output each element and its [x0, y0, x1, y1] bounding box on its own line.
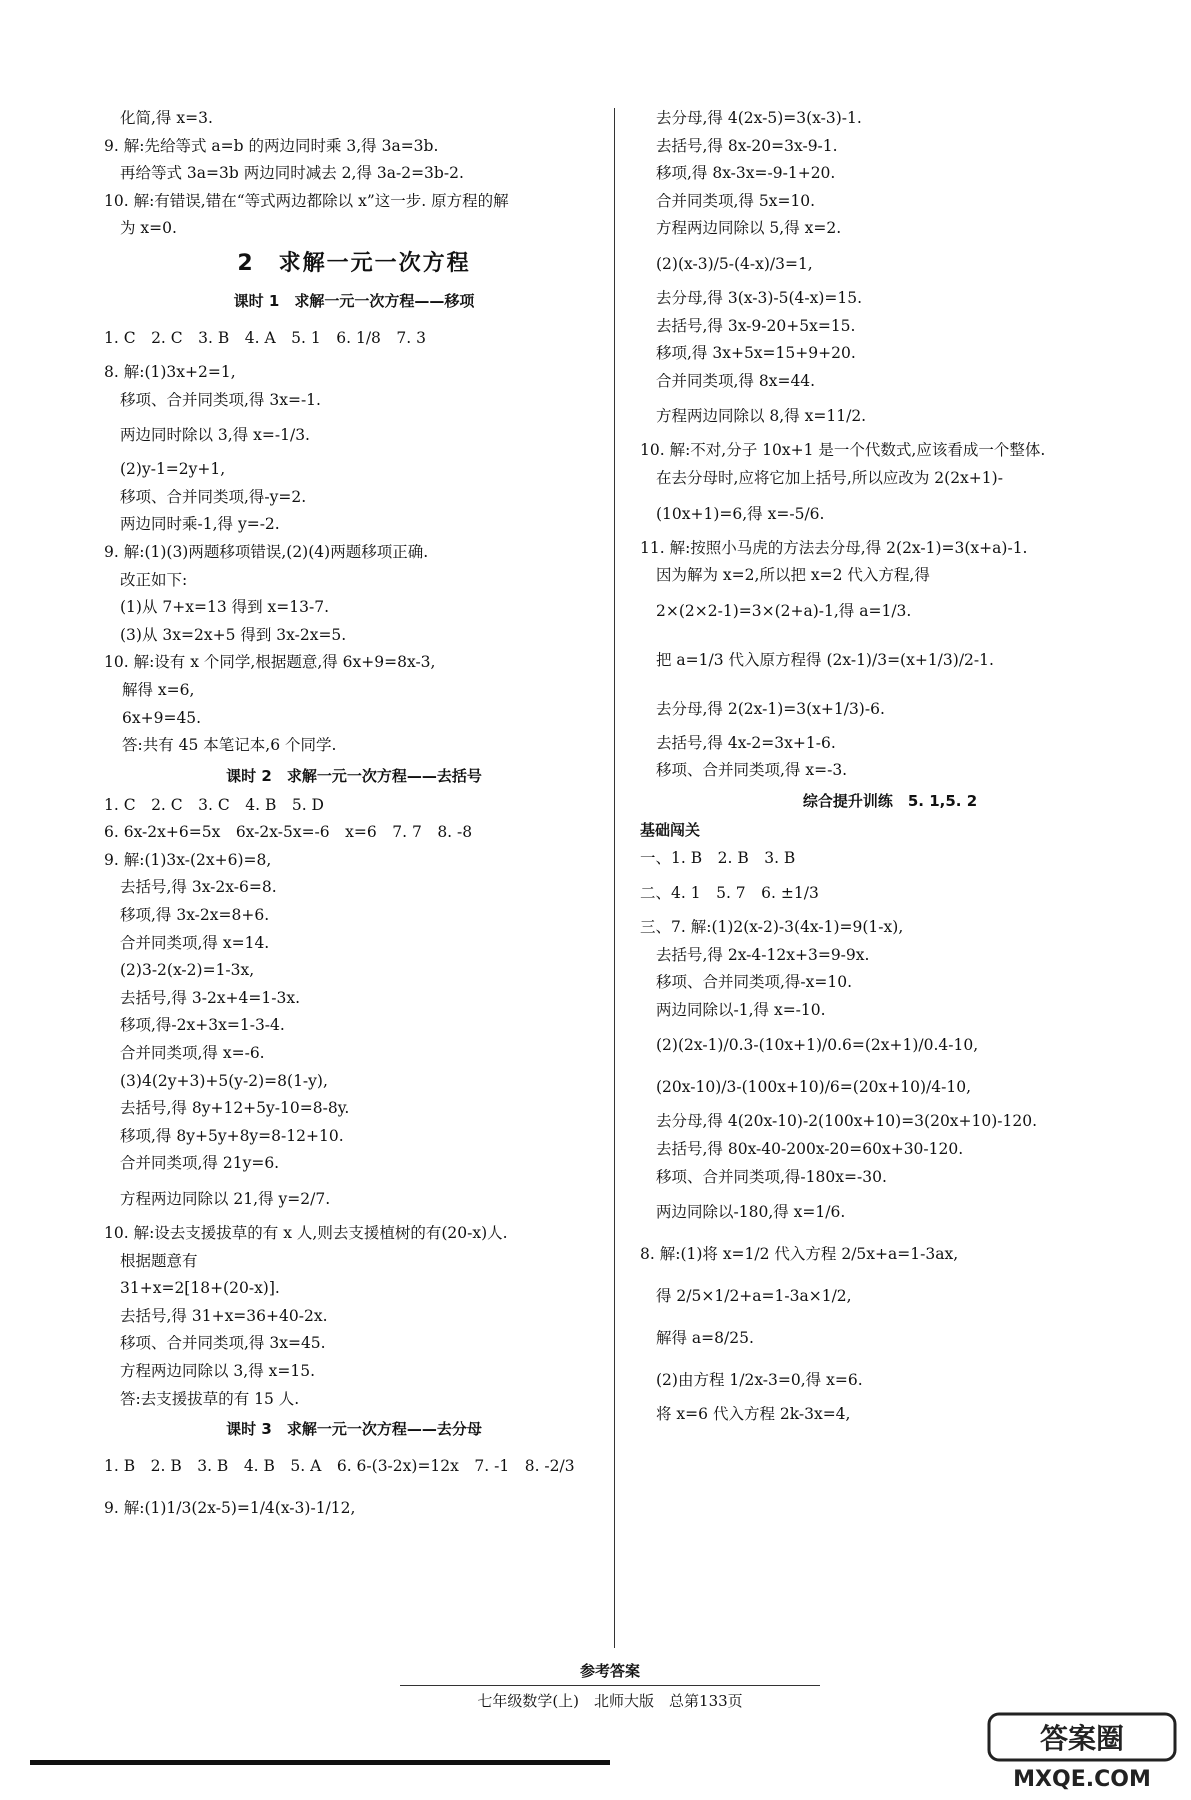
left-line: (2)y-1=2y+1, [120, 460, 226, 479]
left-line: 1. C 2. C 3. B 4. A 5. 1 6. 1/8 7. 3 [104, 328, 426, 347]
bottom-bar [30, 1760, 610, 1765]
right-line: 合并同类项,得 5x=10. [656, 191, 816, 210]
right-line: 去分母,得 2(2x-1)=3(x+1/3)-6. [656, 699, 885, 718]
left-line: 移项、合并同类项,得 3x=-1. [120, 390, 321, 409]
right-line: 在去分母时,应将它加上括号,所以应改为 2(2x+1)- [656, 468, 1003, 487]
left-line: 6x+9=45. [122, 708, 202, 727]
left-line: 去括号,得 31+x=36+40-2x. [120, 1306, 328, 1325]
right-line: 三、7. 解:(1)2(x-2)-3(4x-1)=9(1-x), [640, 918, 904, 937]
right-line: 去分母,得 4(20x-10)-2(100x+10)=3(20x+10)-120. [656, 1112, 1038, 1131]
right-line: 因为解为 x=2,所以把 x=2 代入方程,得 [656, 566, 930, 585]
left-line: 10. 解:设去支援拔草的有 x 人,则去支援植树的有(20-x)人. [104, 1224, 508, 1242]
left-line: 9. 解:(1)(3)两题移项错误,(2)(4)两题移项正确. [104, 542, 429, 561]
right-line: 去括号,得 2x-4-12x+3=9-9x. [656, 945, 870, 964]
left-line: 方程两边同除以 21,得 y=2/7. [120, 1190, 331, 1208]
left-line: 合并同类项,得 21y=6. [120, 1154, 280, 1173]
left-line: 答:去支援拔草的有 15 人. [120, 1389, 300, 1408]
left-line: 合并同类项,得 x=14. [120, 933, 270, 952]
right-line: 去分母,得 3(x-3)-5(4-x)=15. [656, 288, 863, 307]
right-line: 移项,得 8x-3x=-9-1+20. [656, 164, 836, 183]
right-line: (2)(x-3)/5-(4-x)/3=1, [656, 254, 813, 273]
left-column [104, 105, 604, 1529]
right-line: 合并同类项,得 8x=44. [656, 371, 816, 390]
right-line: (2)由方程 1/2x-3=0,得 x=6. [656, 1371, 863, 1390]
left-line: 移项,得 8y+5y+8y=8-12+10. [120, 1126, 344, 1145]
right-line: 移项,得 3x+5x=15+9+20. [656, 344, 856, 363]
watermark-bottom: MXQE.COM [1013, 1767, 1151, 1792]
left-line: (2)3-2(x-2)=1-3x, [120, 961, 255, 980]
right-line: 基础闯关 [640, 820, 701, 839]
left-line: 化简,得 x=3. [120, 109, 213, 127]
left-line: 课时 1 求解一元一次方程——移项 [233, 291, 475, 310]
right-line: 10. 解:不对,分子 10x+1 是一个代数式,应该看成一个整体. [640, 441, 1046, 460]
left-line: 根据题意有 [120, 1251, 198, 1270]
watermark-logo [987, 1712, 1177, 1792]
left-line: (3)4(2y+3)+5(y-2)=8(1-y), [120, 1071, 328, 1090]
left-line: 课时 2 求解一元一次方程——去括号 [226, 766, 482, 785]
left-line: 9. 解:(1)1/3(2x-5)=1/4(x-3)-1/12, [104, 1499, 356, 1518]
left-line: 去括号,得 8y+12+5y-10=8-8y. [120, 1099, 350, 1118]
right-line: 综合提升训练 5. 1,5. 2 [802, 791, 978, 810]
right-line: 二、4. 1 5. 7 6. ±1/3 [640, 884, 819, 903]
right-line: 方程两边同除以 8,得 x=11/2. [656, 407, 867, 426]
footer-rule [400, 1685, 820, 1686]
right-line: 两边同除以-180,得 x=1/6. [656, 1203, 846, 1222]
page-footer [400, 1660, 820, 1711]
left-line: 移项,得 3x-2x=8+6. [120, 906, 270, 925]
footer-title: 参考答案 [579, 1662, 640, 1680]
left-line: 9. 解:先给等式 a=b 的两边同时乘 3,得 3a=3b. [104, 136, 439, 155]
left-line: 1. B 2. B 3. B 4. B 5. A 6. 6-(3-2x)=12x 7. -1 8. -2/3 [104, 1457, 575, 1476]
left-line: 31+x=2[18+(20-x)]. [120, 1279, 280, 1298]
left-line: (3)从 3x=2x+5 得到 3x-2x=5. [120, 625, 347, 644]
left-line: 合并同类项,得 x=-6. [120, 1044, 265, 1063]
right-line: 去括号,得 8x-20=3x-9-1. [656, 136, 838, 155]
left-line: 课时 3 求解一元一次方程——去分母 [226, 1420, 482, 1439]
left-line: 为 x=0. [120, 219, 177, 238]
right-line: 移项、合并同类项,得 x=-3. [656, 761, 848, 780]
right-line: (10x+1)=6,得 x=-5/6. [656, 504, 825, 523]
right-line: 移项、合并同类项,得-180x=-30. [656, 1167, 887, 1186]
left-line: 9. 解:(1)3x-(2x+6)=8, [104, 850, 272, 869]
left-line: 2 求解一元一次方程 [237, 250, 471, 276]
right-line: 将 x=6 代入方程 2k-3x=4, [656, 1405, 851, 1424]
left-line: 改正如下: [120, 570, 188, 589]
left-line: 1. C 2. C 3. C 4. B 5. D [104, 795, 324, 814]
left-line: 答:共有 45 本笔记本,6 个同学. [122, 736, 337, 755]
right-line: (2)(2x-1)/0.3-(10x+1)/0.6=(2x+1)/0.4-10, [656, 1036, 979, 1055]
left-line: 去括号,得 3x-2x-6=8. [120, 878, 277, 897]
left-line: 移项、合并同类项,得-y=2. [120, 487, 307, 506]
right-line: 8. 解:(1)将 x=1/2 代入方程 2/5x+a=1-3ax, [640, 1245, 959, 1264]
right-line: 2×(2×2-1)=3×(2+a)-1,得 a=1/3. [656, 601, 912, 620]
right-line: 方程两边同除以 5,得 x=2. [656, 219, 842, 238]
right-line: 去括号,得 80x-40-200x-20=60x+30-120. [656, 1140, 964, 1159]
right-line: 把 a=1/3 代入原方程得 (2x-1)/3=(x+1/3)/2-1. [656, 650, 994, 669]
left-line: 两边同时乘-1,得 y=-2. [120, 515, 280, 534]
footer-info: 七年级数学(上) 北师大版 总第133页 [477, 1692, 743, 1710]
right-line: 得 2/5×1/2+a=1-3a×1/2, [656, 1287, 852, 1306]
right-line: 一、1. B 2. B 3. B [640, 848, 796, 867]
right-line: 解得 a=8/25. [656, 1329, 754, 1348]
right-line: 两边同除以-1,得 x=-10. [656, 1000, 826, 1019]
left-line: 10. 解:有错误,错在“等式两边都除以 x”这一步. 原方程的解 [104, 191, 509, 210]
left-line: 再给等式 3a=3b 两边同时减去 2,得 3a-2=3b-2. [120, 164, 464, 183]
left-line: (1)从 7+x=13 得到 x=13-7. [120, 598, 330, 617]
right-line: 去括号,得 3x-9-20+5x=15. [656, 316, 856, 335]
left-line: 8. 解:(1)3x+2=1, [104, 362, 236, 381]
left-line: 两边同时除以 3,得 x=-1/3. [120, 426, 310, 445]
left-line: 移项,得-2x+3x=1-3-4. [120, 1016, 285, 1035]
left-line: 去括号,得 3-2x+4=1-3x. [120, 988, 301, 1007]
left-line: 方程两边同除以 3,得 x=15. [120, 1361, 316, 1380]
right-line: 去分母,得 4(2x-5)=3(x-3)-1. [656, 109, 862, 127]
right-line: 11. 解:按照小马虎的方法去分母,得 2(2x-1)=3(x+a)-1. [640, 538, 1028, 557]
column-divider [614, 108, 615, 1648]
left-line: 10. 解:设有 x 个同学,根据题意,得 6x+9=8x-3, [104, 653, 436, 672]
right-line: 移项、合并同类项,得-x=10. [656, 973, 853, 992]
left-line: 解得 x=6, [122, 680, 195, 699]
watermark-top: 答案圈 [1039, 1722, 1125, 1755]
left-line: 移项、合并同类项,得 3x=45. [120, 1334, 326, 1353]
right-line: 去括号,得 4x-2=3x+1-6. [656, 733, 836, 752]
right-column [640, 105, 1140, 1429]
right-line: (20x-10)/3-(100x+10)/6=(20x+10)/4-10, [656, 1078, 972, 1097]
left-line: 6. 6x-2x+6=5x 6x-2x-5x=-6 x=6 7. 7 8. -8 [104, 823, 473, 842]
